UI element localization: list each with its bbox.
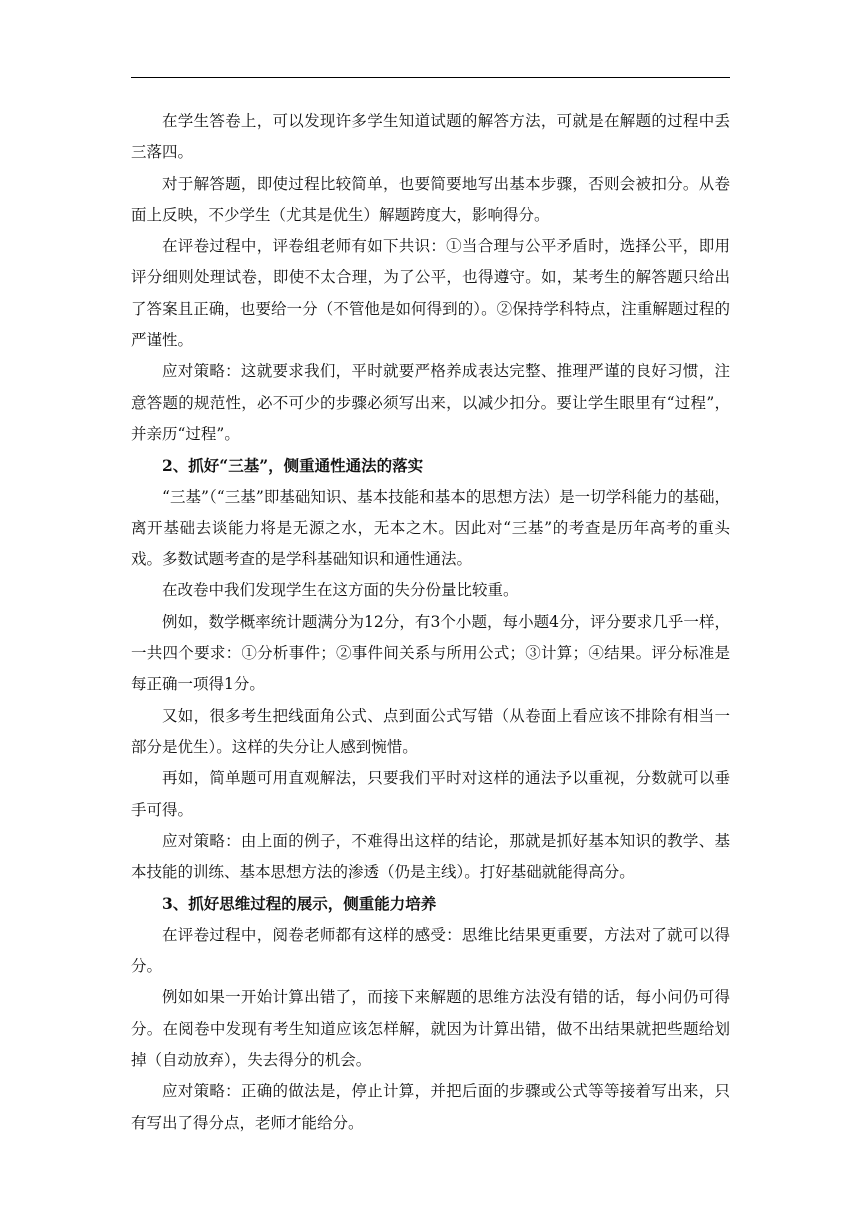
paragraph-1: 在学生答卷上，可以发现许多学生知道试题的解答方法，可就是在解题的过程中丢三落四。 bbox=[131, 112, 730, 162]
paragraph-3: 在评卷过程中，评卷组老师有如下共识：①当合理与公平矛盾时，选择公平，即用评分细则处理试卷，即使不太合理，为了公平，也得遵守。如，某考生的解答题只给出了答案且正确，也要给一分（不管他是如何得到的）。②保持学科特点，注重解题过程的严谨性。 bbox=[131, 237, 730, 350]
paragraph-10: 应对策略：由上面的例子，不难得出这样的结论，那就是抓好基本知识的教学、基本技能的训练、基本思想方法的渗透（仍是主线）。打好基础就能得高分。 bbox=[131, 831, 730, 882]
paragraph-2: 对于解答题，即使过程比较简单，也要简要地写出基本步骤，否则会被扣分。从卷面上反映，不少学生（尤其是优生）解题跨度大，影响得分。 bbox=[131, 174, 730, 224]
paragraph-5: “三基”（“三基”即基础知识、基本技能和基本的思想方法）是一切学科能力的基础，离开基础去谈能力将是无源之水，无本之木。因此对“三基”的考查是历年高考的重头戏。多数试题考查的是学科基础知识和通性通法。 bbox=[131, 487, 730, 569]
paragraph-11: 在评卷过程中，阅卷老师都有这样的感受：思维比结果更重要，方法对了就可以得分。 bbox=[131, 925, 730, 976]
section-heading-2: 2、抓好“三基”，侧重通性通法的落实 bbox=[162, 456, 424, 476]
header-rule bbox=[131, 77, 730, 78]
paragraph-12: 例如如果一开始计算出错了，而接下来解题的思维方法没有错的话，每小问仍可得分。在阅卷中发现有考生知道应该怎样解，就因为计算出错，做不出结果就把些题给划掉（自动放弃），失去得分的机会。 bbox=[131, 988, 730, 1069]
paragraph-7: 例如，数学概率统计题满分为12分，有3个小题，每小题4分，评分要求几乎一样，一共四个要求：①分析事件；②事件间关系与所用公式；③计算；④结果。评分标准是每正确一项得1分。 bbox=[131, 612, 730, 694]
document-body bbox=[131, 106, 730, 1139]
paragraph-8: 又如，很多考生把线面角公式、点到面公式写错（从卷面上看应该不排除有相当一部分是优生）。这样的失分让人感到惋惜。 bbox=[131, 706, 730, 756]
paragraph-9: 再如，简单题可用直观解法，只要我们平时对这样的通法予以重视，分数就可以垂手可得。 bbox=[131, 769, 730, 819]
paragraph-6: 在改卷中我们发现学生在这方面的失分份量比较重。 bbox=[162, 581, 519, 600]
section-heading-3: 3、抓好思维过程的展示，侧重能力培养 bbox=[162, 894, 437, 914]
paragraph-4: 应对策略：这就要求我们，平时就要严格养成表达完整、推理严谨的良好习惯，注意答题的规范性，必不可少的步骤必须写出来，以减少扣分。要让学生眼里有“过程”，并亲历“过程”。 bbox=[131, 362, 730, 443]
paragraph-13: 应对策略：正确的做法是，停止计算，并把后面的步骤或公式等等接着写出来，只有写出了得分点，老师才能给分。 bbox=[131, 1082, 730, 1132]
